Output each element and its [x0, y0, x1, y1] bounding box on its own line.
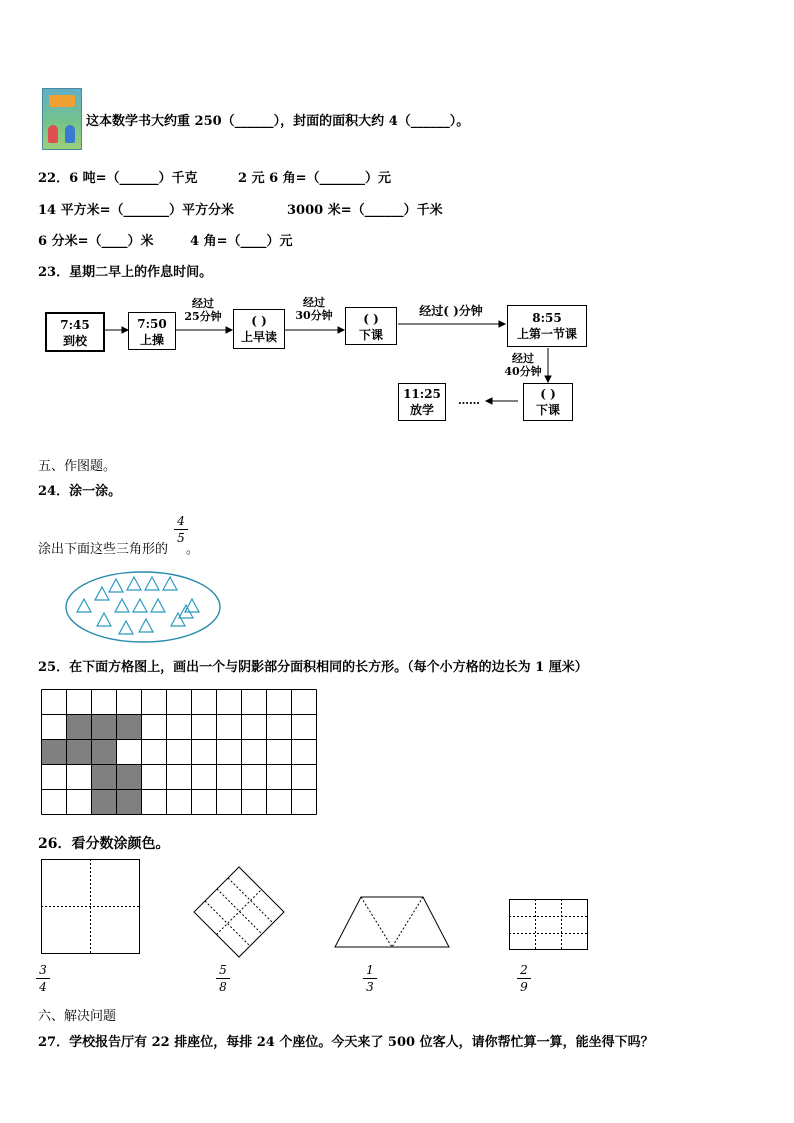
q26-fraction-1 — [36, 963, 50, 994]
arrow-label-25min — [176, 297, 230, 323]
q26-fraction-4 — [517, 963, 531, 994]
schedule-box-exercise — [128, 312, 176, 350]
triangle-shape[interactable] — [127, 577, 141, 590]
shaded-cell — [117, 765, 142, 790]
schedule-time: 7:50 — [137, 317, 167, 331]
q22-row2-b: 3000 米=（______）千米 — [287, 203, 443, 218]
shaded-cell — [67, 715, 92, 740]
q26-fraction-2 — [216, 963, 230, 994]
arrow-label-top: 经过 — [192, 297, 214, 310]
diamond-eighths[interactable] — [193, 866, 285, 958]
fraction-numerator: 5 — [219, 963, 227, 977]
triangle-shape[interactable] — [97, 613, 111, 626]
q24-title: 24．涂一涂。 — [38, 484, 122, 499]
section-5-heading: 五、作图题。 — [38, 459, 117, 474]
schedule-box-dismiss — [398, 383, 446, 421]
schedule-event: 上操 — [139, 333, 164, 347]
triangle-shape[interactable] — [163, 577, 177, 590]
arrow-label-30min — [286, 296, 342, 322]
q26-title: 26．看分数涂颜色。 — [38, 836, 170, 852]
arrow-label-top: 经过 — [303, 296, 325, 309]
q22-row3-b: 4 角=（____）元 — [190, 234, 293, 249]
fraction-denominator: 4 — [39, 980, 47, 994]
schedule-time: ( ) — [540, 387, 556, 401]
shaded-cell — [92, 740, 117, 765]
triangle-shape[interactable] — [115, 599, 129, 612]
fraction-denominator: 3 — [366, 980, 374, 994]
triangle-shape[interactable] — [171, 613, 185, 626]
arrow-label-bottom: 25分钟 — [184, 310, 222, 323]
schedule-time: ( ) — [251, 314, 267, 328]
shaded-cell — [92, 790, 117, 815]
q22-row1-b: 2 元 6 角=（_______）元 — [238, 171, 392, 186]
schedule-time: 7:45 — [60, 318, 90, 332]
triangles-ellipse — [64, 570, 224, 646]
schedule-event: 下课 — [358, 328, 383, 342]
triangle-shape[interactable] — [119, 621, 133, 634]
schedule-event: 到校 — [62, 334, 87, 348]
q22-row2-a: 14 平方米=（_______）平方分米 — [38, 203, 235, 218]
schedule-box-end-reading — [345, 307, 397, 345]
fraction-numerator: 4 — [177, 514, 185, 528]
schedule-event: 上第一节课 — [516, 327, 577, 341]
fraction-denominator: 9 — [520, 980, 528, 994]
schedule-box-first-class — [507, 305, 587, 347]
schedule-ellipsis: …… — [458, 394, 480, 407]
schedule-event: 下课 — [535, 403, 560, 417]
triangle-shape[interactable] — [133, 599, 147, 612]
schedule-box-arrive — [45, 312, 105, 352]
fraction-numerator: 3 — [39, 963, 47, 977]
q25-title: 25．在下面方格图上，画出一个与阴影部分面积相同的长方形。（每个小方格的边长为 1 厘米） — [38, 660, 588, 675]
rectangle-ninths[interactable] — [509, 899, 589, 951]
triangle-shape[interactable] — [151, 599, 165, 612]
arrow-label-top: 经过( )分钟 — [419, 304, 483, 318]
trapezoid-thirds[interactable] — [334, 896, 450, 948]
fraction-denominator: 8 — [219, 980, 227, 994]
schedule-box-end-class — [523, 383, 573, 421]
shaded-cell — [117, 715, 142, 740]
q22-row3-a: 6 分米=（____）米 — [38, 234, 154, 249]
fraction-denominator: 5 — [177, 531, 185, 545]
shaded-cell — [92, 765, 117, 790]
schedule-event: 放学 — [409, 403, 434, 417]
triangle-shape[interactable] — [109, 579, 123, 592]
schedule-time: ( ) — [363, 312, 379, 326]
triangle-shape[interactable] — [95, 587, 109, 600]
q22-row1-a: 22．6 吨=（______）千克 — [38, 171, 198, 186]
square-grid[interactable] — [41, 689, 317, 815]
arrow-label-bottom: 40分钟 — [504, 365, 542, 378]
q26-fraction-3 — [363, 963, 377, 994]
fraction-numerator: 2 — [520, 963, 528, 977]
shaded-cell — [42, 740, 67, 765]
section-6-heading: 六、解决问题 — [38, 1009, 117, 1024]
shaded-cell — [117, 790, 142, 815]
q27-text: 27．学校报告厅有 22 排座位，每排 24 个座位。今天来了 500 位客人，请你帮忙算一算，能坐得下吗？ — [38, 1035, 654, 1050]
schedule-time: 11:25 — [403, 387, 441, 401]
shaded-cell — [67, 740, 92, 765]
q21-text: 这本数学书大约重 250（______），封面的面积大约 4（______）。 — [86, 114, 470, 129]
q24-text — [38, 538, 168, 557]
triangle-shape[interactable] — [145, 577, 159, 590]
schedule-event: 上早读 — [240, 330, 277, 344]
arrow-label-40min — [500, 352, 546, 378]
arrow-label-bottom: 30分钟 — [295, 309, 333, 322]
triangle-shape[interactable] — [139, 619, 153, 632]
schedule-box-morning-reading — [233, 309, 285, 349]
shaded-cell — [92, 715, 117, 740]
q24-text-main: 涂出下面这些三角形的 — [38, 542, 169, 557]
fraction-numerator: 1 — [366, 963, 374, 977]
arrow-label-top: 经过 — [512, 352, 534, 365]
q23-title: 23．星期二早上的作息时间。 — [38, 265, 213, 280]
schedule-time: 8:55 — [532, 311, 562, 325]
q24-period: 。 — [186, 542, 200, 557]
triangle-shape[interactable] — [185, 599, 199, 612]
arrow-label-blank-min — [398, 305, 504, 318]
square-fourths[interactable] — [41, 859, 141, 955]
triangle-shape[interactable] — [77, 599, 91, 612]
